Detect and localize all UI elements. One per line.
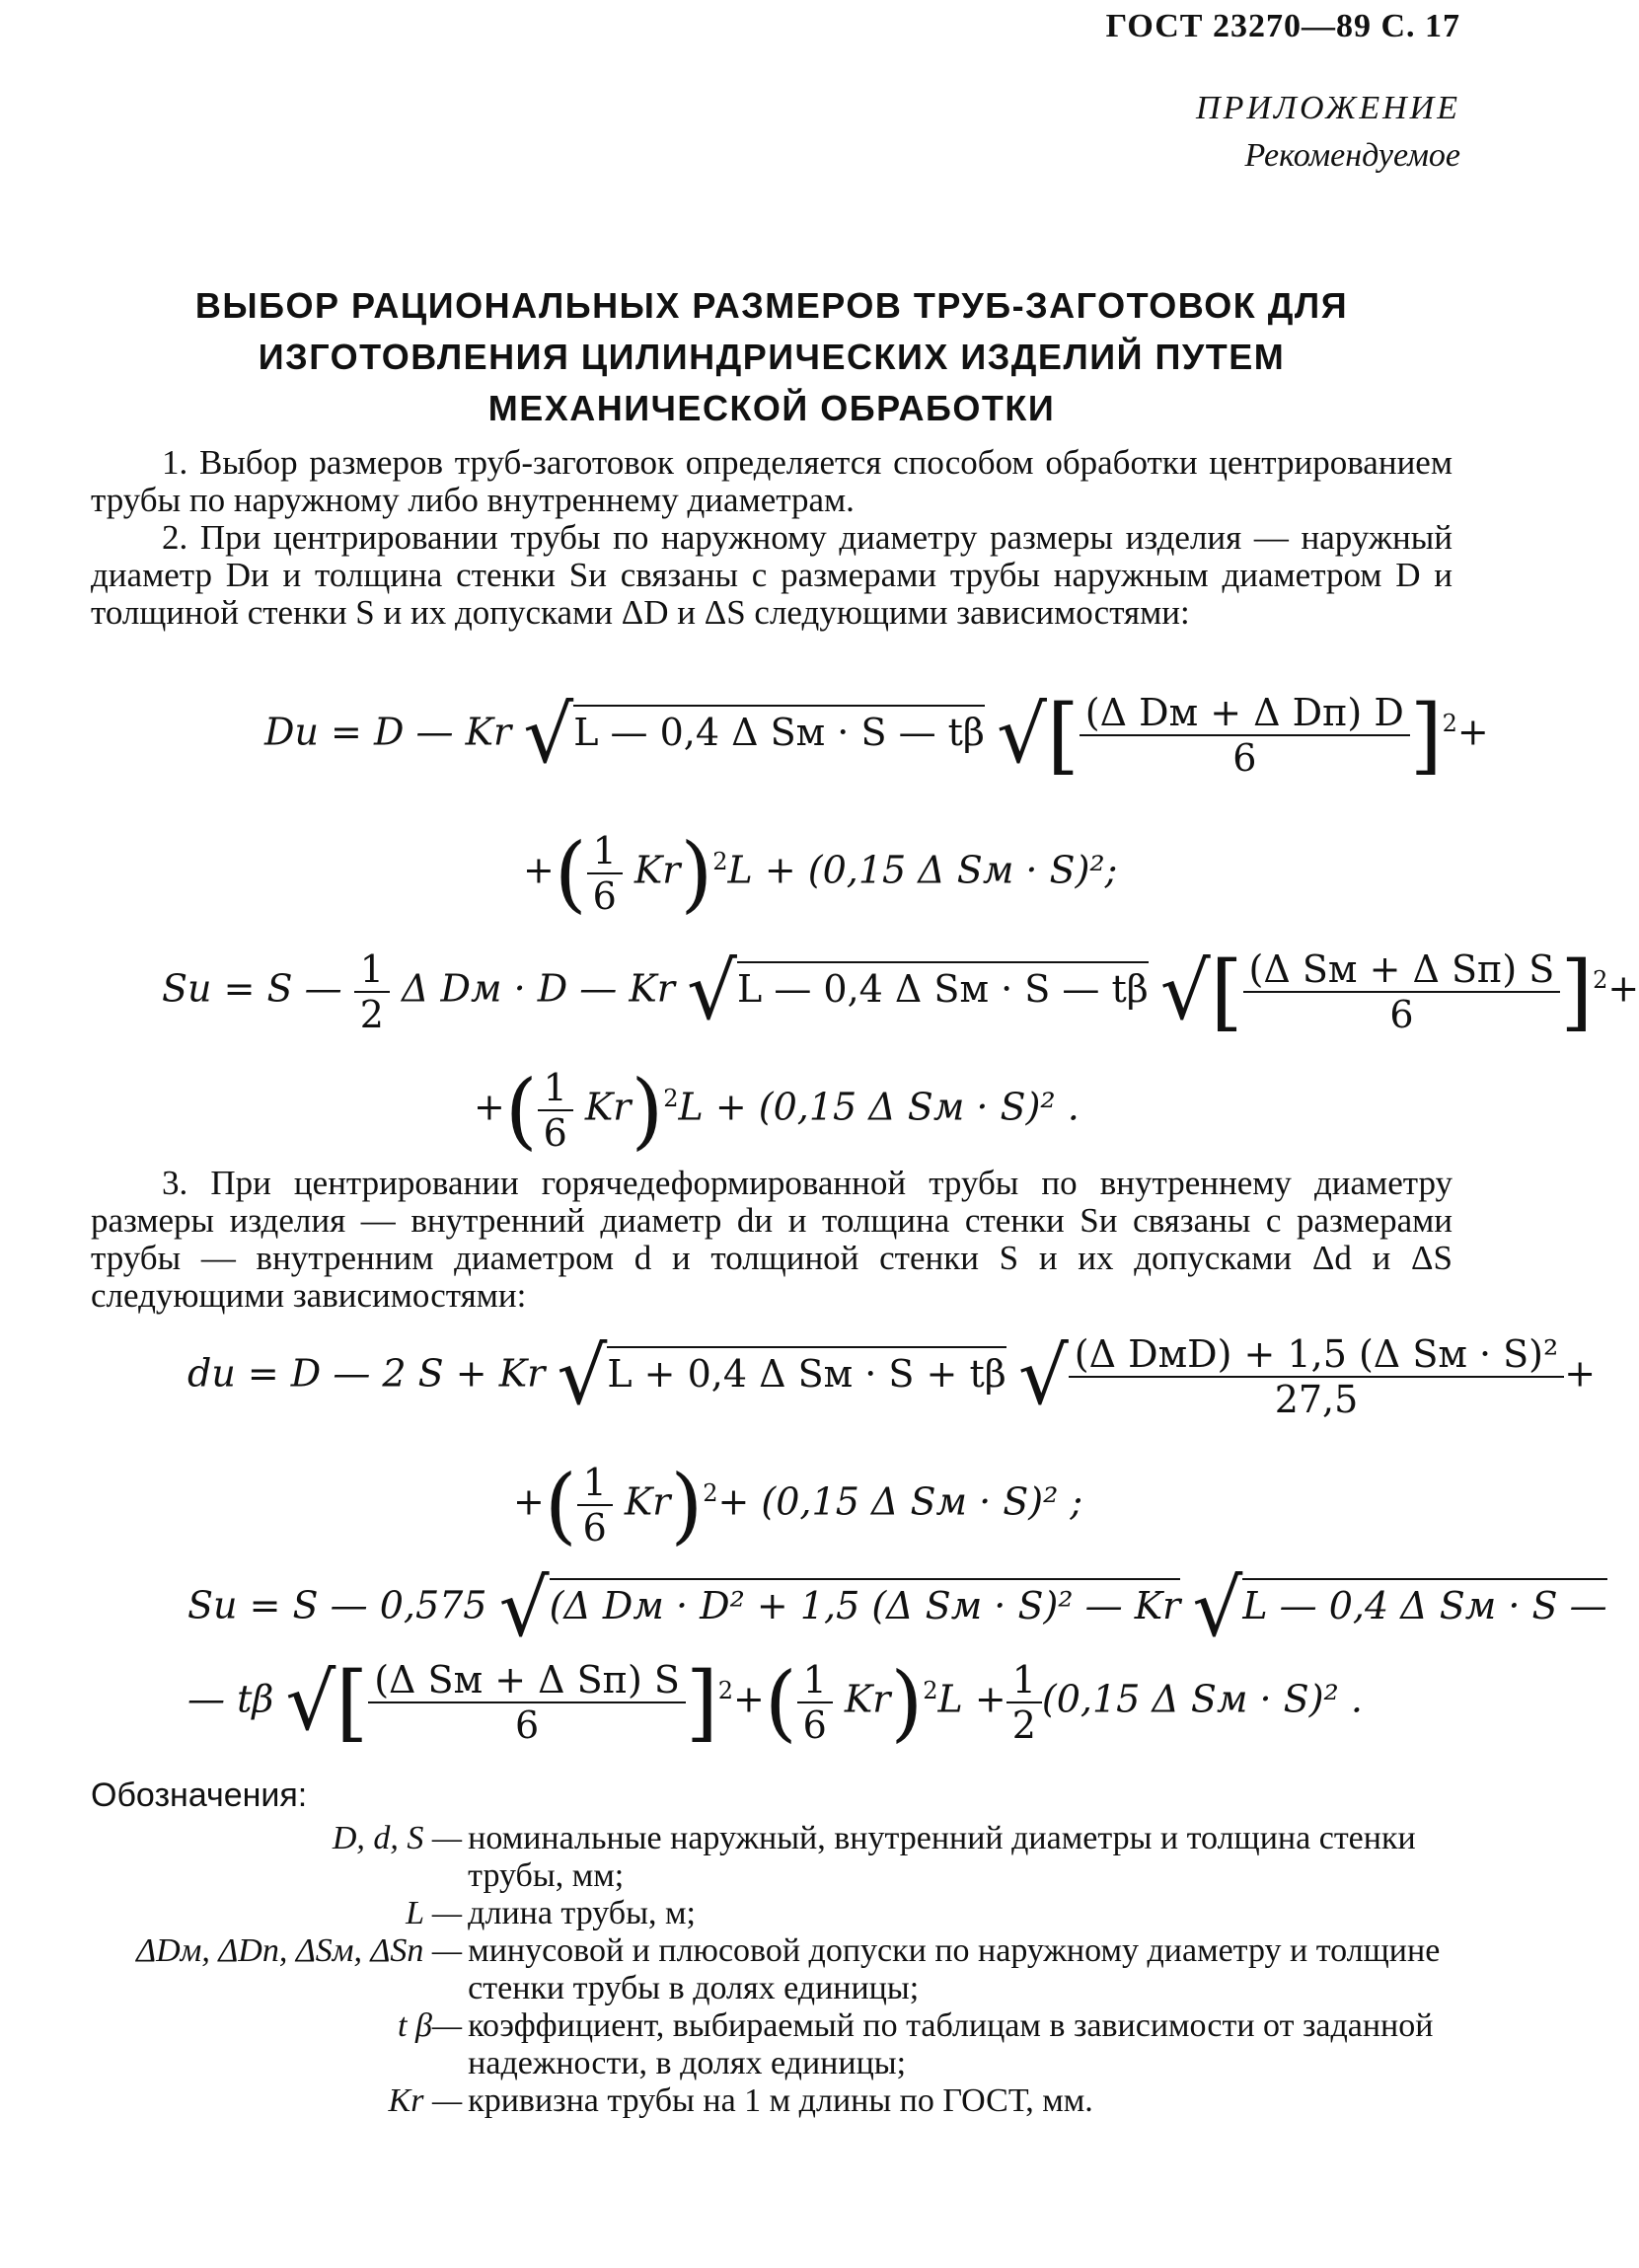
paren-icon: ) xyxy=(670,1457,704,1553)
formula-1-numerator: (Δ Dм + Δ Dп) D xyxy=(1080,691,1410,736)
paragraph-2-text: 2. При центрировании трубы по наружному диаметру размеры изделия — наружный диаметр Dи и толщина стенки Sи связаны с размерами трубы наружным диаметром D и толщиной стенки S и их допусками ΔD и ΔS следующими зависимостями: xyxy=(91,518,1453,632)
page-header: ГОСТ 23270—89 С. 17 xyxy=(1105,8,1460,44)
formula-4-line-1 xyxy=(187,1562,1607,1654)
formula-3b-rest: + (0,15 Δ Sм · S)² ; xyxy=(717,1479,1083,1524)
formula-2b-rest: L + (0,15 Δ Sм · S)² . xyxy=(678,1085,1080,1129)
formula-4b-l: L + xyxy=(937,1677,1006,1721)
bracket-icon: [ xyxy=(1046,687,1080,784)
paragraph-2 xyxy=(91,519,1453,632)
formula-3b-numerator: 1 xyxy=(577,1461,613,1506)
sqrt-icon: √ xyxy=(996,689,1047,781)
formula-4b-half-numerator: 1 xyxy=(1006,1658,1042,1703)
legend-definition: коэффициент, выбираемый по таблицам в зависимости от заданной надежности, в долях единицы; xyxy=(468,2007,1434,2081)
legend-term: ΔDм, ΔDп, ΔSм, ΔSп — xyxy=(136,1932,463,1969)
formula-4b-k-numerator: 1 xyxy=(797,1658,833,1703)
sqrt-icon: √ xyxy=(687,945,737,1037)
sqrt-icon: √ xyxy=(1017,1330,1069,1422)
formula-4-lhs: Sи = S — 0,575 xyxy=(187,1583,487,1627)
title-line-3: МЕХАНИЧЕСКОЙ ОБРАБОТКИ xyxy=(487,388,1056,428)
legend-term: D, d, S — xyxy=(332,1820,463,1856)
formula-4b-half xyxy=(1006,1658,1042,1747)
paren-icon: ( xyxy=(554,825,587,922)
legend-heading: Обозначения: xyxy=(91,1777,308,1814)
paragraph-3 xyxy=(91,1165,1453,1315)
formula-2b-fraction xyxy=(538,1066,573,1155)
legend xyxy=(91,1820,1453,2120)
formula-4-line-2: — tβ √[ $\frac{\text{(Δ Sм + Δ Sп) S}}{6}$ ]$^2$+( $\frac{1}{6}$ Kr)$^2$L + $\frac{1}{2}$ (0,15 Δ Sм · S)² . xyxy=(187,1654,1363,1751)
paren-icon: ( xyxy=(764,1654,797,1751)
half-numerator: 1 xyxy=(354,947,390,993)
formula-3-line-2: +( $\frac{1}{6}$ Kr)$^2$+ (0,15 Δ Sм · S)² ; xyxy=(513,1457,1083,1553)
formula-3-lhs: dи = D — 2 S + Kr xyxy=(187,1351,546,1396)
formula-2-lhs: Sи = S — xyxy=(162,966,342,1011)
bracket-icon: ] xyxy=(685,1654,718,1751)
formula-1-mid: L — 0,4 Δ Sм · S — tβ xyxy=(573,705,985,754)
formula-2-mid: Δ Dм · D — Kr xyxy=(402,966,675,1011)
formula-1-line-1: Dи = D — Kr √L — 0,4 Δ Sм · S — tβ √[ $\frac{\text{(Δ Dм + Δ Dп) D}}{6}$ ]$^2$+ xyxy=(264,687,1489,784)
legend-item xyxy=(91,1932,1453,2007)
appendix-subtitle: Рекомендуемое xyxy=(1244,137,1460,174)
legend-definition: номинальные наружный, внутренний диаметры и толщина стенки трубы, мм; xyxy=(468,1820,1416,1894)
half-denominator: 2 xyxy=(359,993,384,1036)
legend-item xyxy=(91,2082,1453,2120)
formula-2b-numerator: 1 xyxy=(538,1066,573,1111)
bracket-icon: ] xyxy=(1560,944,1594,1040)
paragraph-3-text: 3. При центрировании горячедеформированной трубы по внутреннему диаметру размеры изделия — внутренний диаметр dи и толщина стенки Sи связаны с размерами трубы — внутренним диаметром d и толщиной стенки S и их допусками Δd и ΔS следующими зависимостями: xyxy=(91,1164,1453,1315)
paragraph-1-text: 1. Выбор размеров труб-заготовок определяется способом обработки центрированием трубы по наружному либо внутреннему диаметрам. xyxy=(91,443,1453,519)
document-title xyxy=(148,280,1395,434)
formula-4-rest: L — 0,4 Δ Sм · S — xyxy=(1242,1578,1606,1627)
legend-term: t β— xyxy=(398,2007,463,2044)
formula-1b-fraction xyxy=(587,829,623,918)
formula-2-mid2: L — 0,4 Δ Sм · S — tβ xyxy=(737,961,1149,1011)
formula-1-denominator: 6 xyxy=(1232,736,1257,780)
formula-2-half xyxy=(354,947,390,1036)
legend-definition: минусовой и плюсовой допуски по наружному диаметру и толщине стенки трубы в долях единицы; xyxy=(468,1932,1441,2006)
paren-icon: ) xyxy=(890,1654,924,1751)
legend-term: Kr — xyxy=(388,2082,463,2119)
formula-3-numerator: (Δ DмD) + 1,5 (Δ Sм · S)² xyxy=(1069,1332,1564,1378)
paren-icon: ) xyxy=(680,825,713,922)
sqrt-icon: √ xyxy=(285,1656,336,1748)
formula-3b-fraction xyxy=(577,1461,613,1550)
bracket-icon: [ xyxy=(335,1654,369,1751)
formula-4b-numerator: (Δ Sм + Δ Sп) S xyxy=(368,1658,686,1703)
paren-icon: ( xyxy=(504,1062,538,1159)
formula-1b-numerator: 1 xyxy=(587,829,623,874)
formula-3b-denominator: 6 xyxy=(582,1506,607,1550)
appendix-title: ПРИЛОЖЕНИЕ xyxy=(1196,90,1460,126)
formula-4b-denominator: 6 xyxy=(514,1703,540,1747)
title-line-2: ИЗГОТОВЛЕНИЯ ЦИЛИНДРИЧЕСКИХ ИЗДЕЛИЙ ПУТЕМ xyxy=(258,337,1286,377)
paren-icon: ) xyxy=(631,1062,664,1159)
bracket-icon: [ xyxy=(1210,944,1243,1040)
formula-3-line-1: dи = D — 2 S + Kr √L + 0,4 Δ Sм · S + tβ √ $\frac{\text{(Δ DмD) + 1,5 (Δ Sм · S)²}}{27,5}$ + xyxy=(187,1330,1597,1422)
formula-4-radicand: (Δ Dм · D² + 1,5 (Δ Sм · S)² — Kr xyxy=(550,1578,1181,1627)
legend-item xyxy=(91,1895,1453,1932)
formula-3-denominator: 27,5 xyxy=(1274,1378,1359,1421)
formula-1-line-2: +( $\frac{1}{6}$ Kr)$^2$L + (0,15 Δ Sм · S)²; xyxy=(523,825,1118,922)
formula-1b-denominator: 6 xyxy=(592,874,617,918)
legend-term: L — xyxy=(406,1895,463,1931)
formula-4b-k-fraction xyxy=(797,1658,833,1747)
formula-2-numerator: (Δ Sм + Δ Sп) S xyxy=(1243,947,1561,993)
legend-item xyxy=(91,1820,1453,1895)
sqrt-icon: √ xyxy=(1192,1562,1243,1654)
formula-4b-rest: (0,15 Δ Sм · S)² . xyxy=(1041,1677,1363,1721)
paragraph-1 xyxy=(91,444,1453,519)
legend-definition: длина трубы, м; xyxy=(468,1895,696,1931)
formula-2-line-1: Sи = S — $\frac{1}{2}$ Δ Dм · D — Kr √L — 0,4 Δ Sм · S — tβ √[ $\frac{\text{(Δ Sм + Δ Sп) S}}{6}$ ]$^2$+ xyxy=(162,944,1639,1040)
formula-4b-lhs: — tβ xyxy=(187,1677,274,1721)
formula-2-line-2: +( $\frac{1}{6}$ Kr)$^2$L + (0,15 Δ Sм · S)² . xyxy=(474,1062,1080,1159)
bracket-icon: ] xyxy=(1409,687,1443,784)
sqrt-icon: √ xyxy=(1159,945,1211,1037)
formula-4b-fraction xyxy=(368,1658,686,1747)
appendix-label xyxy=(1196,85,1460,180)
formula-3-fraction xyxy=(1069,1332,1564,1421)
formula-4b-half-denominator: 2 xyxy=(1011,1703,1036,1747)
formula-2-fraction xyxy=(1243,947,1561,1036)
paren-icon: ( xyxy=(544,1457,577,1553)
sqrt-icon: √ xyxy=(498,1562,550,1654)
sqrt-icon: √ xyxy=(557,1330,608,1422)
formula-1-fraction xyxy=(1080,691,1410,780)
formula-1b-rest: L + (0,15 Δ Sм · S)²; xyxy=(727,848,1118,892)
legend-item xyxy=(91,2007,1453,2082)
sqrt-icon: √ xyxy=(523,689,574,781)
formula-2b-denominator: 6 xyxy=(543,1111,567,1155)
formula-2-denominator: 6 xyxy=(1389,993,1414,1036)
formula-4b-k-denominator: 6 xyxy=(802,1703,827,1747)
title-line-1: ВЫБОР РАЦИОНАЛЬНЫХ РАЗМЕРОВ ТРУБ-ЗАГОТОВОК ДЛЯ xyxy=(194,285,1349,326)
formula-3-mid: L + 0,4 Δ Sм · S + tβ xyxy=(607,1346,1006,1396)
legend-definition: кривизна трубы на 1 м длины по ГОСТ, мм. xyxy=(468,2082,1093,2119)
formula-1-lhs: Dи = D — Kr xyxy=(264,710,512,754)
